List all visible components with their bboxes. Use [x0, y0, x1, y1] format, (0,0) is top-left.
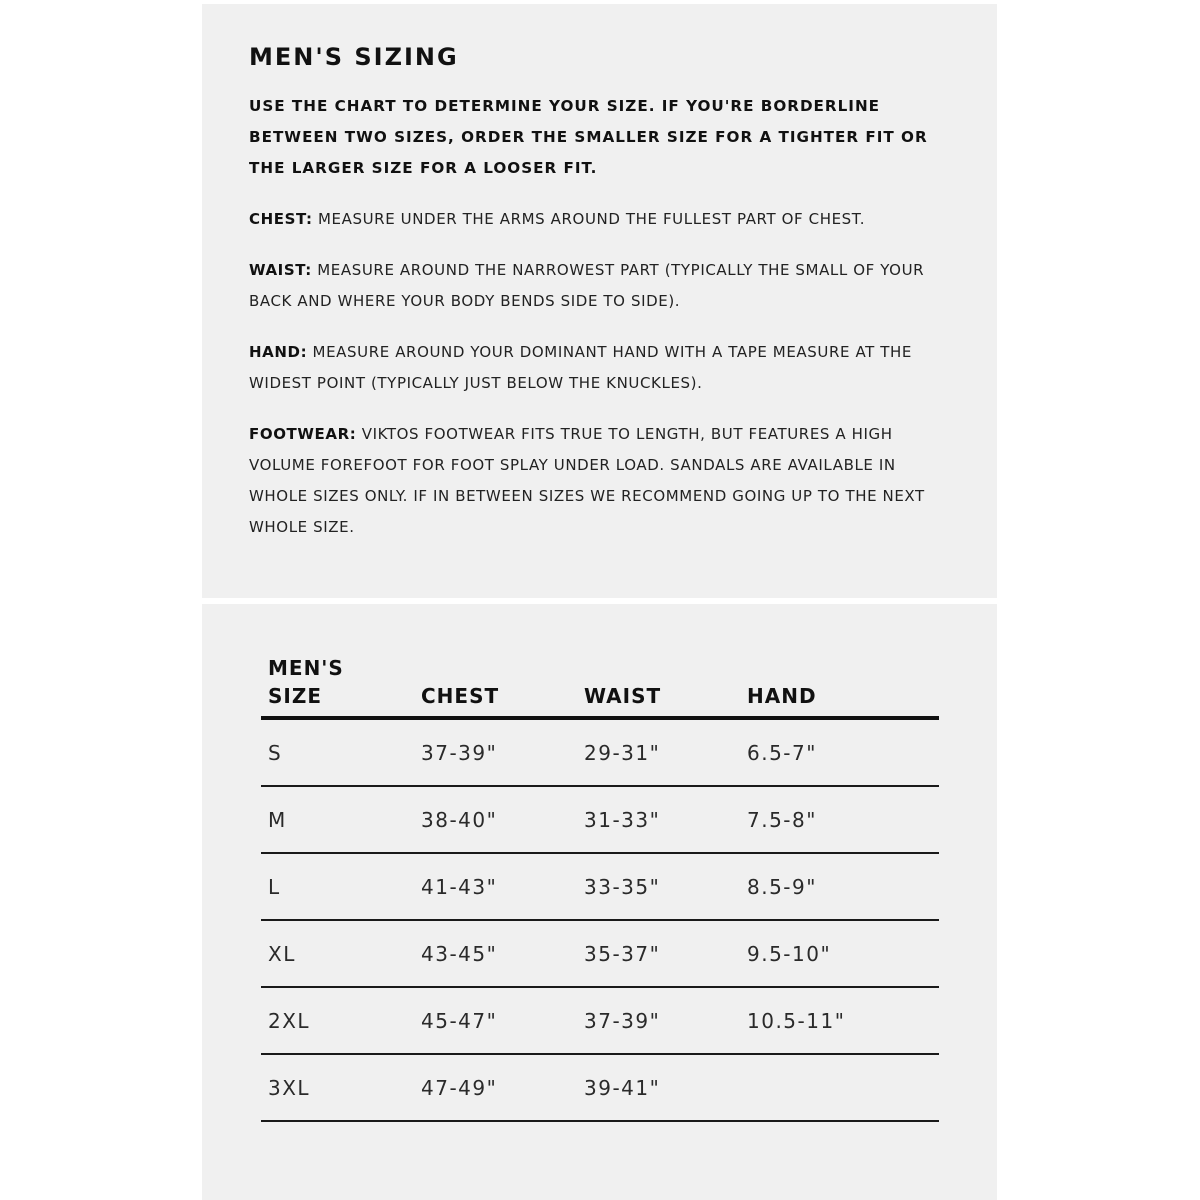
cell-hand-text [740, 1076, 747, 1100]
cell-chest [414, 718, 577, 786]
cell-waist-text: 31-33" [584, 807, 661, 832]
page-title: MEN'S SIZING [249, 43, 459, 71]
footwear-instruction [249, 419, 949, 543]
cell-hand [740, 718, 939, 786]
hand-text: MEASURE AROUND YOUR DOMINANT HAND WITH A TAPE MEASURE AT THE WIDEST POINT (TYPICALLY JUST BELOW THE KNUCKLES). [249, 343, 912, 392]
chest-label: CHEST: [249, 210, 313, 228]
waist-instruction [249, 255, 949, 317]
cell-chest [414, 853, 577, 920]
cell-waist-text: 29-31" [584, 740, 661, 765]
header-waist-label: WAIST [584, 684, 662, 708]
cell-chest-text: 47-49" [421, 1075, 498, 1100]
cell-chest-text: 38-40" [421, 807, 498, 832]
chest-text: MEASURE UNDER THE ARMS AROUND THE FULLEST PART OF CHEST. [312, 210, 866, 228]
header-chest-label: CHEST [421, 684, 500, 708]
hand-instruction [249, 337, 949, 399]
cell-chest-text: 41-43" [421, 874, 498, 899]
cell-hand [740, 987, 939, 1054]
cell-hand [740, 786, 939, 853]
cell-chest-text: 45-47" [421, 1008, 498, 1033]
cell-chest [414, 786, 577, 853]
cell-waist-text: 37-39" [584, 1008, 661, 1033]
cell-size [261, 853, 414, 920]
cell-waist-text: 35-37" [584, 941, 661, 966]
cell-chest [414, 987, 577, 1054]
header-size-line2: SIZE [268, 684, 323, 708]
cell-waist [577, 987, 740, 1054]
cell-hand-text: 8.5-9" [747, 874, 817, 899]
cell-waist-text: 39-41" [584, 1075, 661, 1100]
table-row [261, 786, 939, 853]
cell-size-text: L [268, 874, 281, 899]
sizing-info-panel [202, 4, 997, 598]
cell-chest-text: 37-39" [421, 740, 498, 765]
cell-size-text: S [268, 740, 283, 765]
cell-hand-text: 9.5-10" [747, 941, 832, 966]
waist-label: WAIST: [249, 261, 312, 279]
header-size-line1: MEN'S [268, 656, 344, 680]
size-chart-panel [202, 604, 997, 1200]
table-row [261, 920, 939, 987]
cell-size [261, 786, 414, 853]
cell-waist [577, 853, 740, 920]
footwear-text: VIKTOS FOOTWEAR FITS TRUE TO LENGTH, BUT FEATURES A HIGH VOLUME FOREFOOT FOR FOOT SPLAY UNDER LOAD. SANDALS ARE AVAILABLE IN WHOLE SIZES ONLY. IF IN BETWEEN SIZES WE RECOMMEND GOING UP TO THE NEXT WHOLE SIZE. [249, 425, 925, 536]
header-hand [740, 654, 939, 718]
cell-waist-text: 33-35" [584, 874, 661, 899]
intro-text: USE THE CHART TO DETERMINE YOUR SIZE. IF YOU'RE BORDERLINE BETWEEN TWO SIZES, ORDER THE SMALLER SIZE FOR A TIGHTER FIT OR THE LARGER SIZE FOR A LOOSER FIT. [249, 97, 928, 177]
cell-waist [577, 786, 740, 853]
size-chart-table [261, 654, 939, 1122]
header-size [261, 654, 414, 718]
header-hand-label: HAND [747, 684, 817, 708]
header-chest [414, 654, 577, 718]
cell-hand [740, 1054, 939, 1121]
cell-chest-text: 43-45" [421, 941, 498, 966]
cell-hand [740, 853, 939, 920]
cell-size-text: M [268, 807, 287, 832]
cell-hand-text: 10.5-11" [747, 1008, 846, 1033]
table-row [261, 1054, 939, 1121]
cell-size [261, 718, 414, 786]
table-row [261, 987, 939, 1054]
chest-instruction [249, 204, 949, 235]
cell-hand-text: 7.5-8" [747, 807, 817, 832]
table-row [261, 853, 939, 920]
cell-size-text: XL [268, 941, 296, 966]
cell-waist [577, 920, 740, 987]
table-header-row [261, 654, 939, 718]
footwear-label: FOOTWEAR: [249, 425, 357, 443]
hand-label: HAND: [249, 343, 308, 361]
cell-chest [414, 1054, 577, 1121]
cell-size-text: 2XL [268, 1008, 311, 1033]
cell-size [261, 920, 414, 987]
cell-hand-text: 6.5-7" [747, 740, 817, 765]
cell-size [261, 1054, 414, 1121]
cell-size [261, 987, 414, 1054]
waist-text: MEASURE AROUND THE NARROWEST PART (TYPICALLY THE SMALL OF YOUR BACK AND WHERE YOUR BODY BENDS SIDE TO SIDE). [249, 261, 925, 310]
cell-waist [577, 1054, 740, 1121]
cell-hand [740, 920, 939, 987]
cell-size-text: 3XL [268, 1075, 311, 1100]
header-waist [577, 654, 740, 718]
cell-waist [577, 718, 740, 786]
cell-chest [414, 920, 577, 987]
table-row [261, 718, 939, 786]
